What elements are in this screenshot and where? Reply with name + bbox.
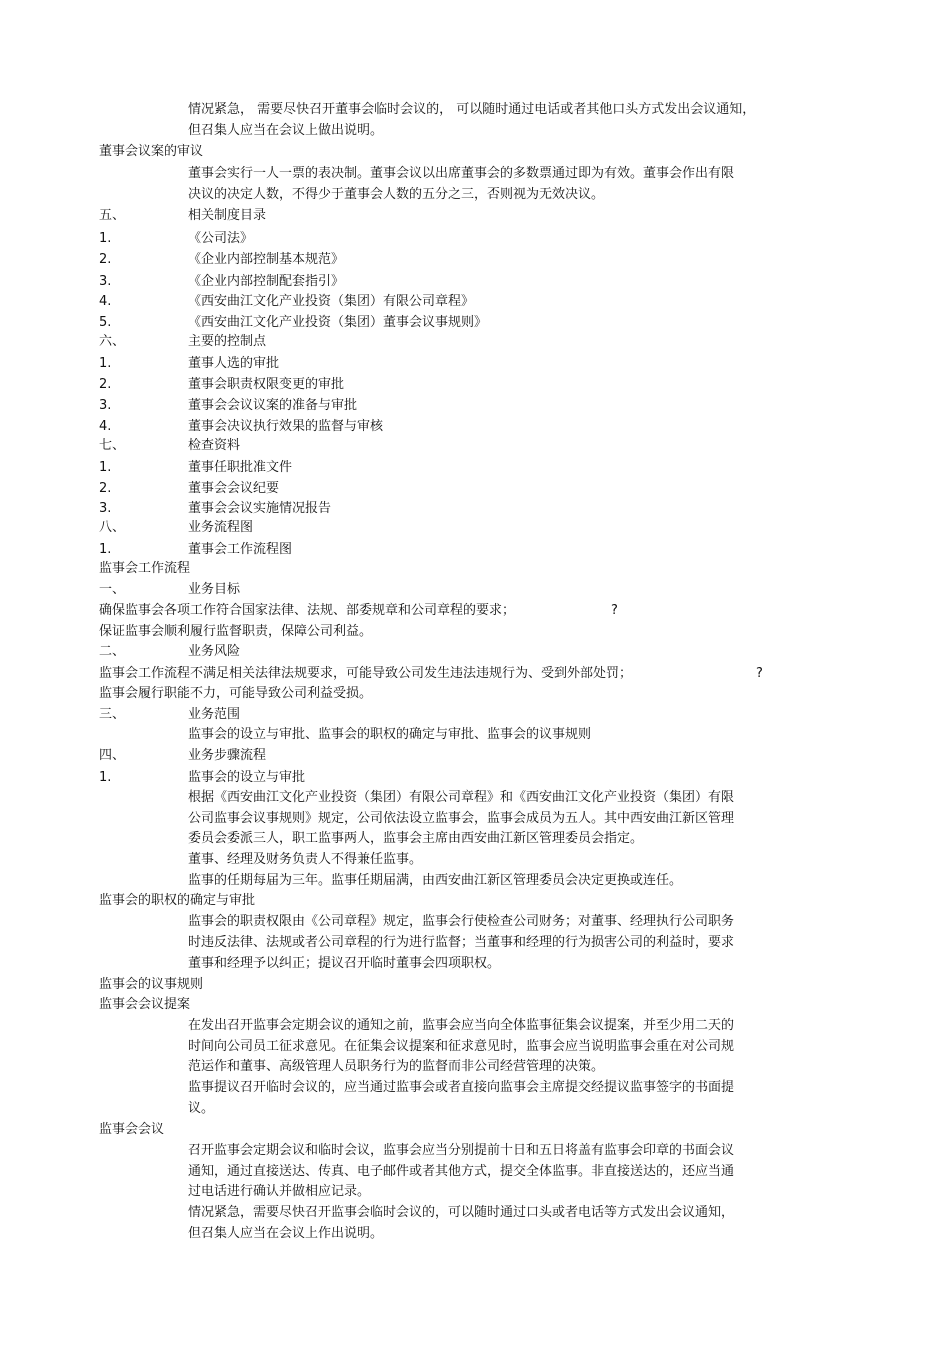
sup-proposal-heading: 监事会会议提案: [99, 997, 191, 1012]
board-review-line-1: 董事会实行一人一票的表决制。董事会议以出席董事会的多数票通过即为有效。董事会作出有限: [188, 166, 735, 181]
sup-proposal-line-1: 在发出召开监事会定期会议的通知之前，监事会应当向全体监事征集会议提案，并至少用二天的: [188, 1018, 735, 1033]
section-8-heading: 业务流程图: [188, 520, 254, 535]
list-item: 《西安曲江文化产业投资（集团）董事会议事规则》: [188, 315, 488, 330]
sup-powers-heading: 监事会的职权的确定与审批: [99, 893, 256, 908]
board-urgent-notice-line-1: 情况紧急， 需要尽快召开董事会临时会议的， 可以随时通过电话或者其他口头方式发出会议通知，: [188, 102, 756, 117]
unknown-glyph-mark: ?: [611, 603, 618, 618]
sup-section-4-number: 四、: [99, 748, 126, 763]
list-item: 董事会会议议案的准备与审批: [188, 398, 358, 413]
sup-establish-line-3: 委员会委派三人，职工监事两人，监事会主席由西安曲江新区管理委员会指定。: [188, 831, 644, 846]
sup-section-4-heading: 业务步骤流程: [188, 748, 267, 763]
sup-risk-line-1: 监事会工作流程不满足相关法律法规要求，可能导致公司发生违法违规行为、受到外部处罚；: [99, 666, 633, 681]
sup-section-1-number: 一、: [99, 582, 126, 597]
list-item: 董事会职责权限变更的审批: [188, 377, 345, 392]
board-review-line-2: 决议的决定人数，不得少于董事会人数的五分之三，否则视为无效决议。: [188, 187, 605, 202]
sup-powers-line-1: 监事会的职责权限由《公司章程》规定，监事会行使检查公司财务；对董事、经理执行公司职务: [188, 914, 735, 929]
sup-meeting-line-3: 过电话进行确认并做相应记录。: [188, 1184, 371, 1199]
list-item: 《公司法》: [188, 231, 254, 246]
list-item-number: 1.: [99, 460, 112, 475]
list-item-number: 1.: [99, 542, 112, 557]
sup-establish-line-1: 根据《西安曲江文化产业投资（集团）有限公司章程》和《西安曲江文化产业投资（集团）有限: [188, 790, 735, 805]
list-item-number: 3.: [99, 274, 112, 289]
list-item: 董事任职批准文件: [188, 460, 293, 475]
sup-meeting-heading: 监事会会议: [99, 1122, 165, 1137]
sup-meeting-line-1: 召开监事会定期会议和临时会议，监事会应当分别提前十日和五日将盖有监事会印章的书面会议: [188, 1143, 735, 1158]
section-5-heading: 相关制度目录: [188, 208, 267, 223]
sup-section-2-number: 二、: [99, 644, 126, 659]
sup-proposal-line-2: 时间向公司员工征求意见。在征集会议提案和征求意见时，监事会应当说明监事会重在对公司规: [188, 1039, 735, 1054]
list-item-number: 4.: [99, 419, 112, 434]
sup-section-3-heading: 业务范围: [188, 707, 241, 722]
sup-goal-line-2: 保证监事会顺利履行监督职责，保障公司利益。: [99, 624, 373, 639]
list-item: 董事人选的审批: [188, 356, 280, 371]
list-item-number: 4.: [99, 294, 112, 309]
list-item-number: 3.: [99, 398, 112, 413]
list-item-number: 1.: [99, 770, 112, 785]
list-item: 董事会会议纪要: [188, 481, 280, 496]
sup-establish-heading: 监事会的设立与审批: [188, 770, 306, 785]
sup-section-2-heading: 业务风险: [188, 644, 241, 659]
list-item-number: 1.: [99, 231, 112, 246]
section-5-number: 五、: [99, 208, 126, 223]
sup-establish-line-5: 监事的任期每届为三年。监事任期届满，由西安曲江新区管理委员会决定更换或连任。: [188, 873, 683, 888]
list-item-number: 5.: [99, 315, 112, 330]
sup-establish-line-4: 董事、经理及财务负责人不得兼任监事。: [188, 852, 423, 867]
sup-risk-line-2: 监事会履行职能不力，可能导致公司利益受损。: [99, 686, 373, 701]
list-item-number: 1.: [99, 356, 112, 371]
list-item: 《企业内部控制配套指引》: [188, 274, 345, 289]
list-item-number: 2.: [99, 377, 112, 392]
sup-scope-line: 监事会的设立与审批、监事会的职权的确定与审批、监事会的议事规则: [188, 727, 592, 742]
list-item-number: 2.: [99, 481, 112, 496]
list-item: 《企业内部控制基本规范》: [188, 252, 345, 267]
list-item: 董事会决议执行效果的监督与审核: [188, 419, 384, 434]
list-item-number: 2.: [99, 252, 112, 267]
list-item: 董事会工作流程图: [188, 542, 293, 557]
sup-goal-line-1: 确保监事会各项工作符合国家法律、法规、部委规章和公司章程的要求；: [99, 603, 516, 618]
sup-meeting-line-4: 情况紧急，需要尽快召开监事会临时会议的，可以随时通过口头或者电话等方式发出会议通知，: [188, 1205, 735, 1220]
list-item: 董事会会议实施情况报告: [188, 501, 332, 516]
board-urgent-notice-line-2: 但召集人应当在会议上做出说明。: [188, 123, 384, 138]
list-item: 《西安曲江文化产业投资（集团）有限公司章程》: [188, 294, 475, 309]
sup-meeting-line-2: 通知，通过直接送达、传真、电子邮件或者其他方式，提交全体监事。非直接送达的，还应当通: [188, 1164, 735, 1179]
sup-section-3-number: 三、: [99, 707, 126, 722]
list-item-number: 3.: [99, 501, 112, 516]
sup-powers-line-3: 董事和经理予以纠正；提议召开临时董事会四项职权。: [188, 956, 501, 971]
section-8-number: 八、: [99, 520, 126, 535]
sup-establish-line-2: 公司监事会议事规则》规定，公司依法设立监事会，监事会成员为五人。其中西安曲江新区管理: [188, 811, 735, 826]
unknown-glyph-mark: ?: [756, 666, 763, 681]
section-7-heading: 检查资料: [188, 438, 241, 453]
sup-proposal-line-3: 范运作和董事、高级管理人员职务行为的监督而非公司经营管理的决策。: [188, 1059, 605, 1074]
supervisory-board-heading: 监事会工作流程: [99, 561, 191, 576]
sup-proposal-line-5: 议。: [188, 1101, 215, 1116]
sup-rules-heading: 监事会的议事规则: [99, 977, 204, 992]
sup-proposal-line-4: 监事提议召开临时会议的，应当通过监事会或者直接向监事会主席提交经提议监事签字的书面提: [188, 1080, 735, 1095]
sup-powers-line-2: 时违反法律、法规或者公司章程的行为进行监督；当董事和经理的行为损害公司的利益时，要求: [188, 935, 735, 950]
section-6-number: 六、: [99, 334, 126, 349]
sup-section-1-heading: 业务目标: [188, 582, 241, 597]
sup-meeting-line-5: 但召集人应当在会议上作出说明。: [188, 1226, 384, 1241]
section-7-number: 七、: [99, 438, 126, 453]
board-review-heading: 董事会议案的审议: [99, 144, 204, 159]
section-6-heading: 主要的控制点: [188, 334, 267, 349]
